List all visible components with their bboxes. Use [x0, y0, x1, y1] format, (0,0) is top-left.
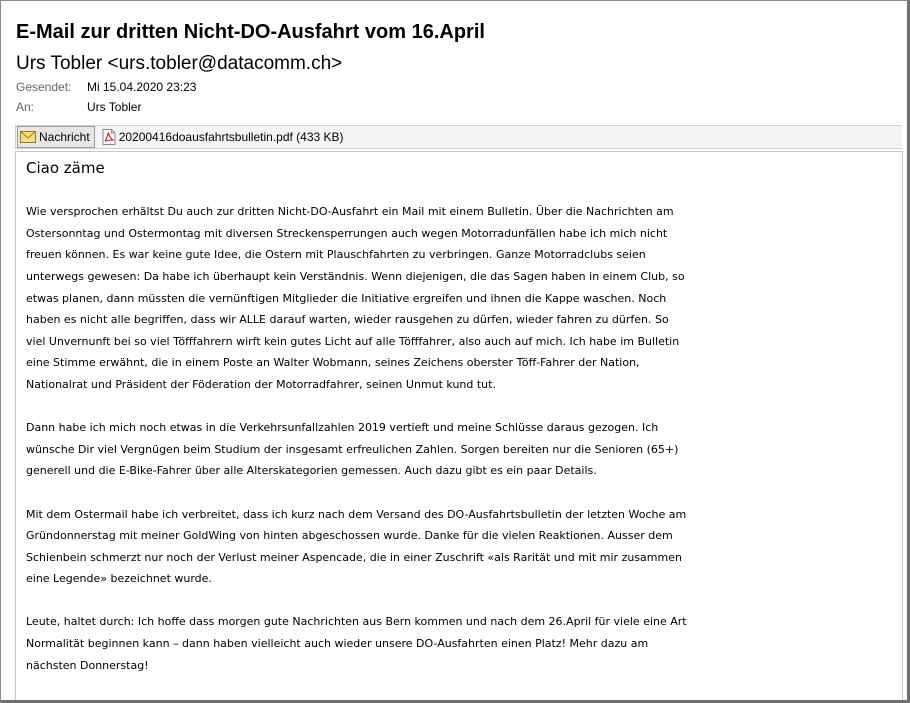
- pdf-icon: [102, 129, 116, 145]
- to-label: An:: [16, 100, 35, 114]
- body-line: viel Unvernunft bei so viel Töfffahrern wirft kein gutes Licht auf alle Töfffahrer, also auch auf mich. Ich habe im Bulletin: [26, 334, 680, 348]
- greeting: Ciao zäme: [26, 159, 105, 177]
- body-line: Gründonnerstag mit meiner GoldWing von hinten abgeschossen wurde. Danke für die vielen Reaktionen. Ausser dem: [26, 529, 673, 543]
- body-line: eine Legende» bezeichnet wurde.: [26, 572, 212, 586]
- body-line: generell und die E-Bike-Fahrer über alle Alterskategorien gemessen. Auch dazu gibt es ein paar Details.: [26, 464, 597, 478]
- body-line: Wie versprochen erhältst Du auch zur dritten Nicht-DO-Ausfahrt ein Mail mit einem Bulletin. Über die Nachrichten am: [26, 205, 674, 219]
- body-line: Normalität beginnen kann – dann haben vielleicht auch wieder unsere DO-Ausfahrten einen Platz! Mehr dazu am: [26, 637, 649, 651]
- body-line: freuen können. Es war keine gute Idee, die Ostern mit Plauschfahrten zu verbringen. Ganze Motorradclubs seien: [26, 248, 646, 262]
- message-tab[interactable]: [17, 126, 95, 148]
- sent-label: Gesendet:: [16, 80, 72, 94]
- to-value[interactable]: Urs Tobler: [87, 100, 142, 114]
- email-sender[interactable]: Urs Tobler <urs.tobler@datacomm.ch>: [16, 53, 343, 74]
- email-subject: E-Mail zur dritten Nicht-DO-Ausfahrt vom 16.April: [16, 21, 485, 43]
- body-line: wünsche Dir viel Vergnügen beim Studium der insgesamt erfreulichen Zahlen. Sorgen bereiten nur die Senioren (65+): [26, 442, 679, 456]
- email-header: [1, 19, 907, 117]
- body-line: Mit dem Ostermail habe ich verbreitet, dass ich kurz nach dem Versand des DO-Ausfahrtsbulletin der letzten Woche am: [26, 507, 687, 521]
- paragraph-1: [26, 201, 902, 395]
- paragraph-4: [26, 611, 902, 676]
- paragraph-3: [26, 504, 902, 590]
- body-line: Ostersonntag und Ostermontag mit diversen Streckensperrungen auch wegen Motorradunfällen habe ich mich nicht: [26, 226, 668, 240]
- to-row: [16, 97, 907, 117]
- paragraph-2: [26, 417, 902, 482]
- body-line: nächsten Donnerstag!: [26, 658, 149, 672]
- email-body: [15, 151, 903, 703]
- body-line: Schienbein schmerzt nur noch der Verlust meiner Aspencade, die in einer Zuschrift «als Rarität und mit mir zusammen: [26, 550, 682, 564]
- sent-value: Mi 15.04.2020 23:23: [87, 80, 197, 94]
- attachment-pdf[interactable]: [102, 129, 344, 145]
- envelope-icon: [20, 130, 36, 144]
- body-line: eine Stimme erwähnt, die in einem Poste an Walter Wobmann, seines Zeichens oberster Töff-Fahrer der Nation,: [26, 356, 640, 370]
- message-tab-label: Nachricht: [39, 130, 90, 144]
- body-line: Nationalrat und Präsident der Föderation der Motorradfahrer, seinen Unmut kund tut.: [26, 377, 496, 391]
- attachment-bar: [15, 125, 902, 149]
- body-line: Dann habe ich mich noch etwas in die Verkehrsunfallzahlen 2019 vertieft und meine Schlüsse daraus gezogen. Ich: [26, 421, 659, 435]
- attachment-name: 20200416doausfahrtsbulletin.pdf (433 KB): [118, 130, 344, 144]
- body-line: unterwegs gewesen: Da habe ich überhaupt kein Verständnis. Wenn diejenigen, die das Sagen haben in einem Club, so: [26, 269, 685, 283]
- body-line: Leute, haltet durch: Ich hoffe dass morgen gute Nachrichten aus Bern kommen und nach dem 26.April für viele eine Art: [26, 615, 687, 629]
- body-line: etwas planen, dann müssten die vernünftigen Mitglieder die Initiative ergreifen und ihnen die Kappe waschen. Noch: [26, 291, 667, 305]
- sent-row: [16, 77, 907, 97]
- body-line: haben es nicht alle begriffen, dass wir ALLE darauf warten, wieder rausgehen zu dürfen, wieder fahren zu dürfen. So: [26, 313, 669, 327]
